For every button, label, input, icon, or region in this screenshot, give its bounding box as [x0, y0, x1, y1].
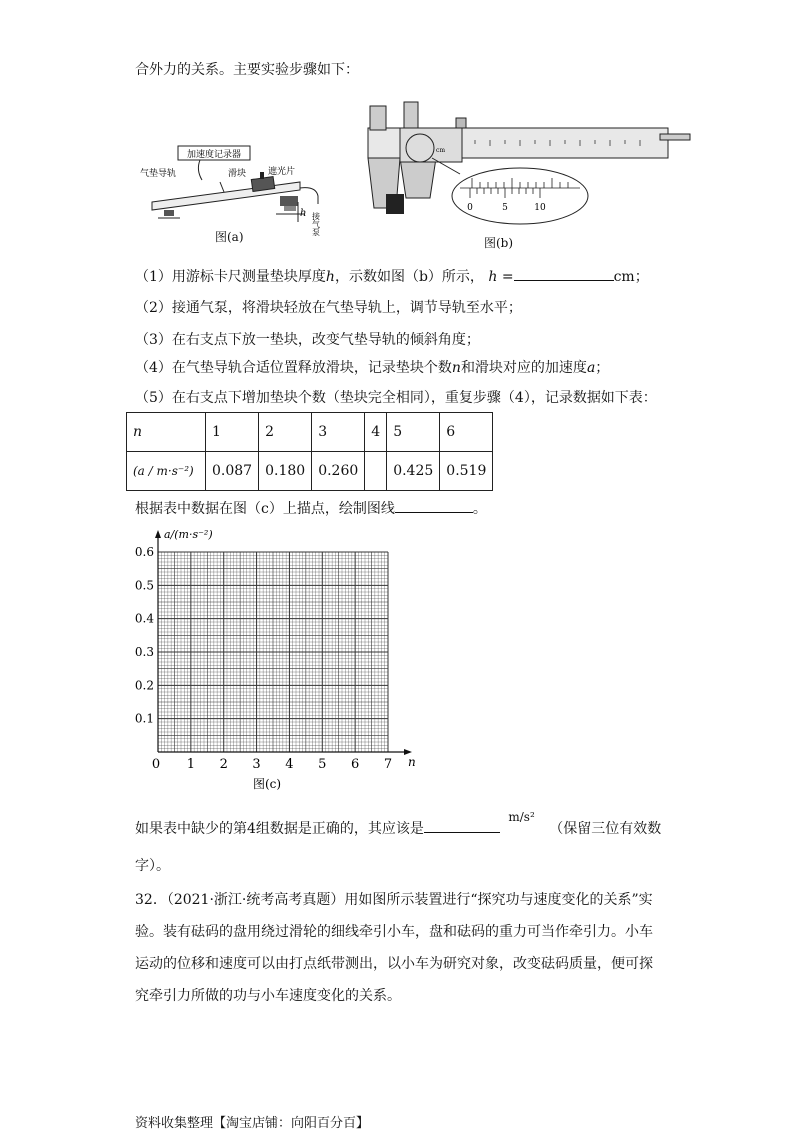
- question-missing-value-end: 字）。: [135, 858, 170, 874]
- table-cell: 0.260: [312, 452, 365, 491]
- answer-blank-h[interactable]: [514, 266, 614, 281]
- y-tick-label: 0.6: [134, 545, 154, 559]
- table-cell: 0.425: [387, 452, 440, 491]
- rail-label: 气垫导轨: [140, 169, 177, 179]
- x-tick-label: 1: [186, 757, 195, 772]
- table-cell: 4: [365, 413, 387, 452]
- figure-a-caption: 图(a): [215, 230, 244, 244]
- table-cell: 1: [206, 413, 259, 452]
- table-row: [127, 452, 493, 491]
- scale-label-5: 5: [502, 203, 508, 213]
- x-axis-label: n: [408, 755, 416, 769]
- y-axis-arrow: [155, 530, 161, 538]
- table-cell-missing[interactable]: [365, 452, 387, 491]
- after-table-text: 根据表中数据在图（c）上描点，绘制图线 。: [135, 498, 487, 519]
- x-tick-label: 3: [252, 757, 261, 772]
- figure-c-graph[interactable]: [130, 530, 420, 790]
- q32-line-1: 32．（2021·浙江·统考高考真题）用如图所示装置进行“探究功与速度变化的关系”实: [135, 892, 653, 908]
- x-tick-label: 7: [383, 757, 393, 772]
- step-4: （4）在气垫导轨合适位置释放滑块，记录垫块个数n和滑块对应的加速度a；: [135, 360, 610, 376]
- table-cell: 0.087: [206, 452, 259, 491]
- table-cell: 5: [387, 413, 440, 452]
- step-5: （5）在右支点下增加垫块个数（垫块完全相同），重复步骤（4），记录数据如下表：: [135, 390, 657, 406]
- figure-c-caption: 图(c): [252, 777, 282, 790]
- table-cell: 0.519: [440, 452, 493, 491]
- question-missing-value: 如果表中缺少的第4组数据是正确的，其应该是 m/s² （保留三位有效数: [135, 810, 662, 837]
- y-tick-label: 0.1: [134, 711, 154, 726]
- figure-b-vernier-caliper: [360, 98, 700, 228]
- intro-text: 合外力的关系。主要实验步骤如下：: [135, 62, 359, 78]
- x-tick-label: 0: [151, 757, 161, 772]
- answer-blank-graph[interactable]: [395, 498, 473, 513]
- y-tick-label: 0.4: [134, 611, 154, 626]
- q32-line-2: 验。装有砝码的盘用绕过滑轮的细线牵引小车，盘和砝码的重力可当作牵引力。小车: [135, 924, 653, 940]
- x-tick-label: 2: [219, 757, 228, 772]
- q32-line-4: 究牵引力所做的功与小车速度变化的关系。: [135, 988, 401, 1004]
- x-tick-label: 4: [285, 757, 294, 772]
- q32-line-3: 运动的位移和速度可以由打点纸带测出，以小车为研究对象，改变砝码质量，便可探: [135, 956, 653, 972]
- h-label: h: [300, 208, 307, 219]
- step-3: （3）在右支点下放一垫块，改变气垫导轨的倾斜角度；: [135, 332, 480, 348]
- step-1: （1）用游标卡尺测量垫块厚度h，示数如图（b）所示， h = cm；: [135, 266, 649, 287]
- footer-text: 资料收集整理【淘宝店铺：向阳百分百】: [135, 1116, 370, 1131]
- y-tick-label: 0.2: [134, 678, 154, 693]
- unit-ms2: m/s²: [508, 810, 535, 824]
- slider-label: 滑块: [228, 169, 247, 179]
- y-tick-label: 0.3: [134, 645, 154, 659]
- scale-label-10: 10: [534, 203, 546, 213]
- data-table: [126, 412, 493, 491]
- table-cell: 2: [259, 413, 312, 452]
- table-cell: 0.180: [259, 452, 312, 491]
- y-axis-label: a/(m·s⁻²): [164, 530, 213, 541]
- pump-label: 接气泵: [311, 212, 321, 236]
- unit-mark: cm: [436, 147, 446, 154]
- x-tick-label: 5: [318, 757, 327, 772]
- table-cell: 3: [312, 413, 365, 452]
- scale-label-0: 0: [467, 203, 473, 213]
- recorder-label: 加速度记录器: [186, 150, 242, 160]
- table-row: [127, 413, 493, 452]
- step-2: （2）接通气泵，将滑块轻放在气垫导轨上，调节导轨至水平；: [135, 300, 522, 316]
- answer-blank-a4[interactable]: [424, 818, 500, 833]
- table-cell: 6: [440, 413, 493, 452]
- table-header-n: n: [127, 413, 206, 452]
- shade-label: 遮光片: [268, 167, 296, 177]
- figure-b-caption: 图(b): [484, 236, 514, 250]
- x-tick-label: 6: [351, 757, 360, 772]
- y-tick-label: 0.5: [134, 578, 154, 593]
- table-header-a: (a / m·s⁻²): [127, 452, 206, 491]
